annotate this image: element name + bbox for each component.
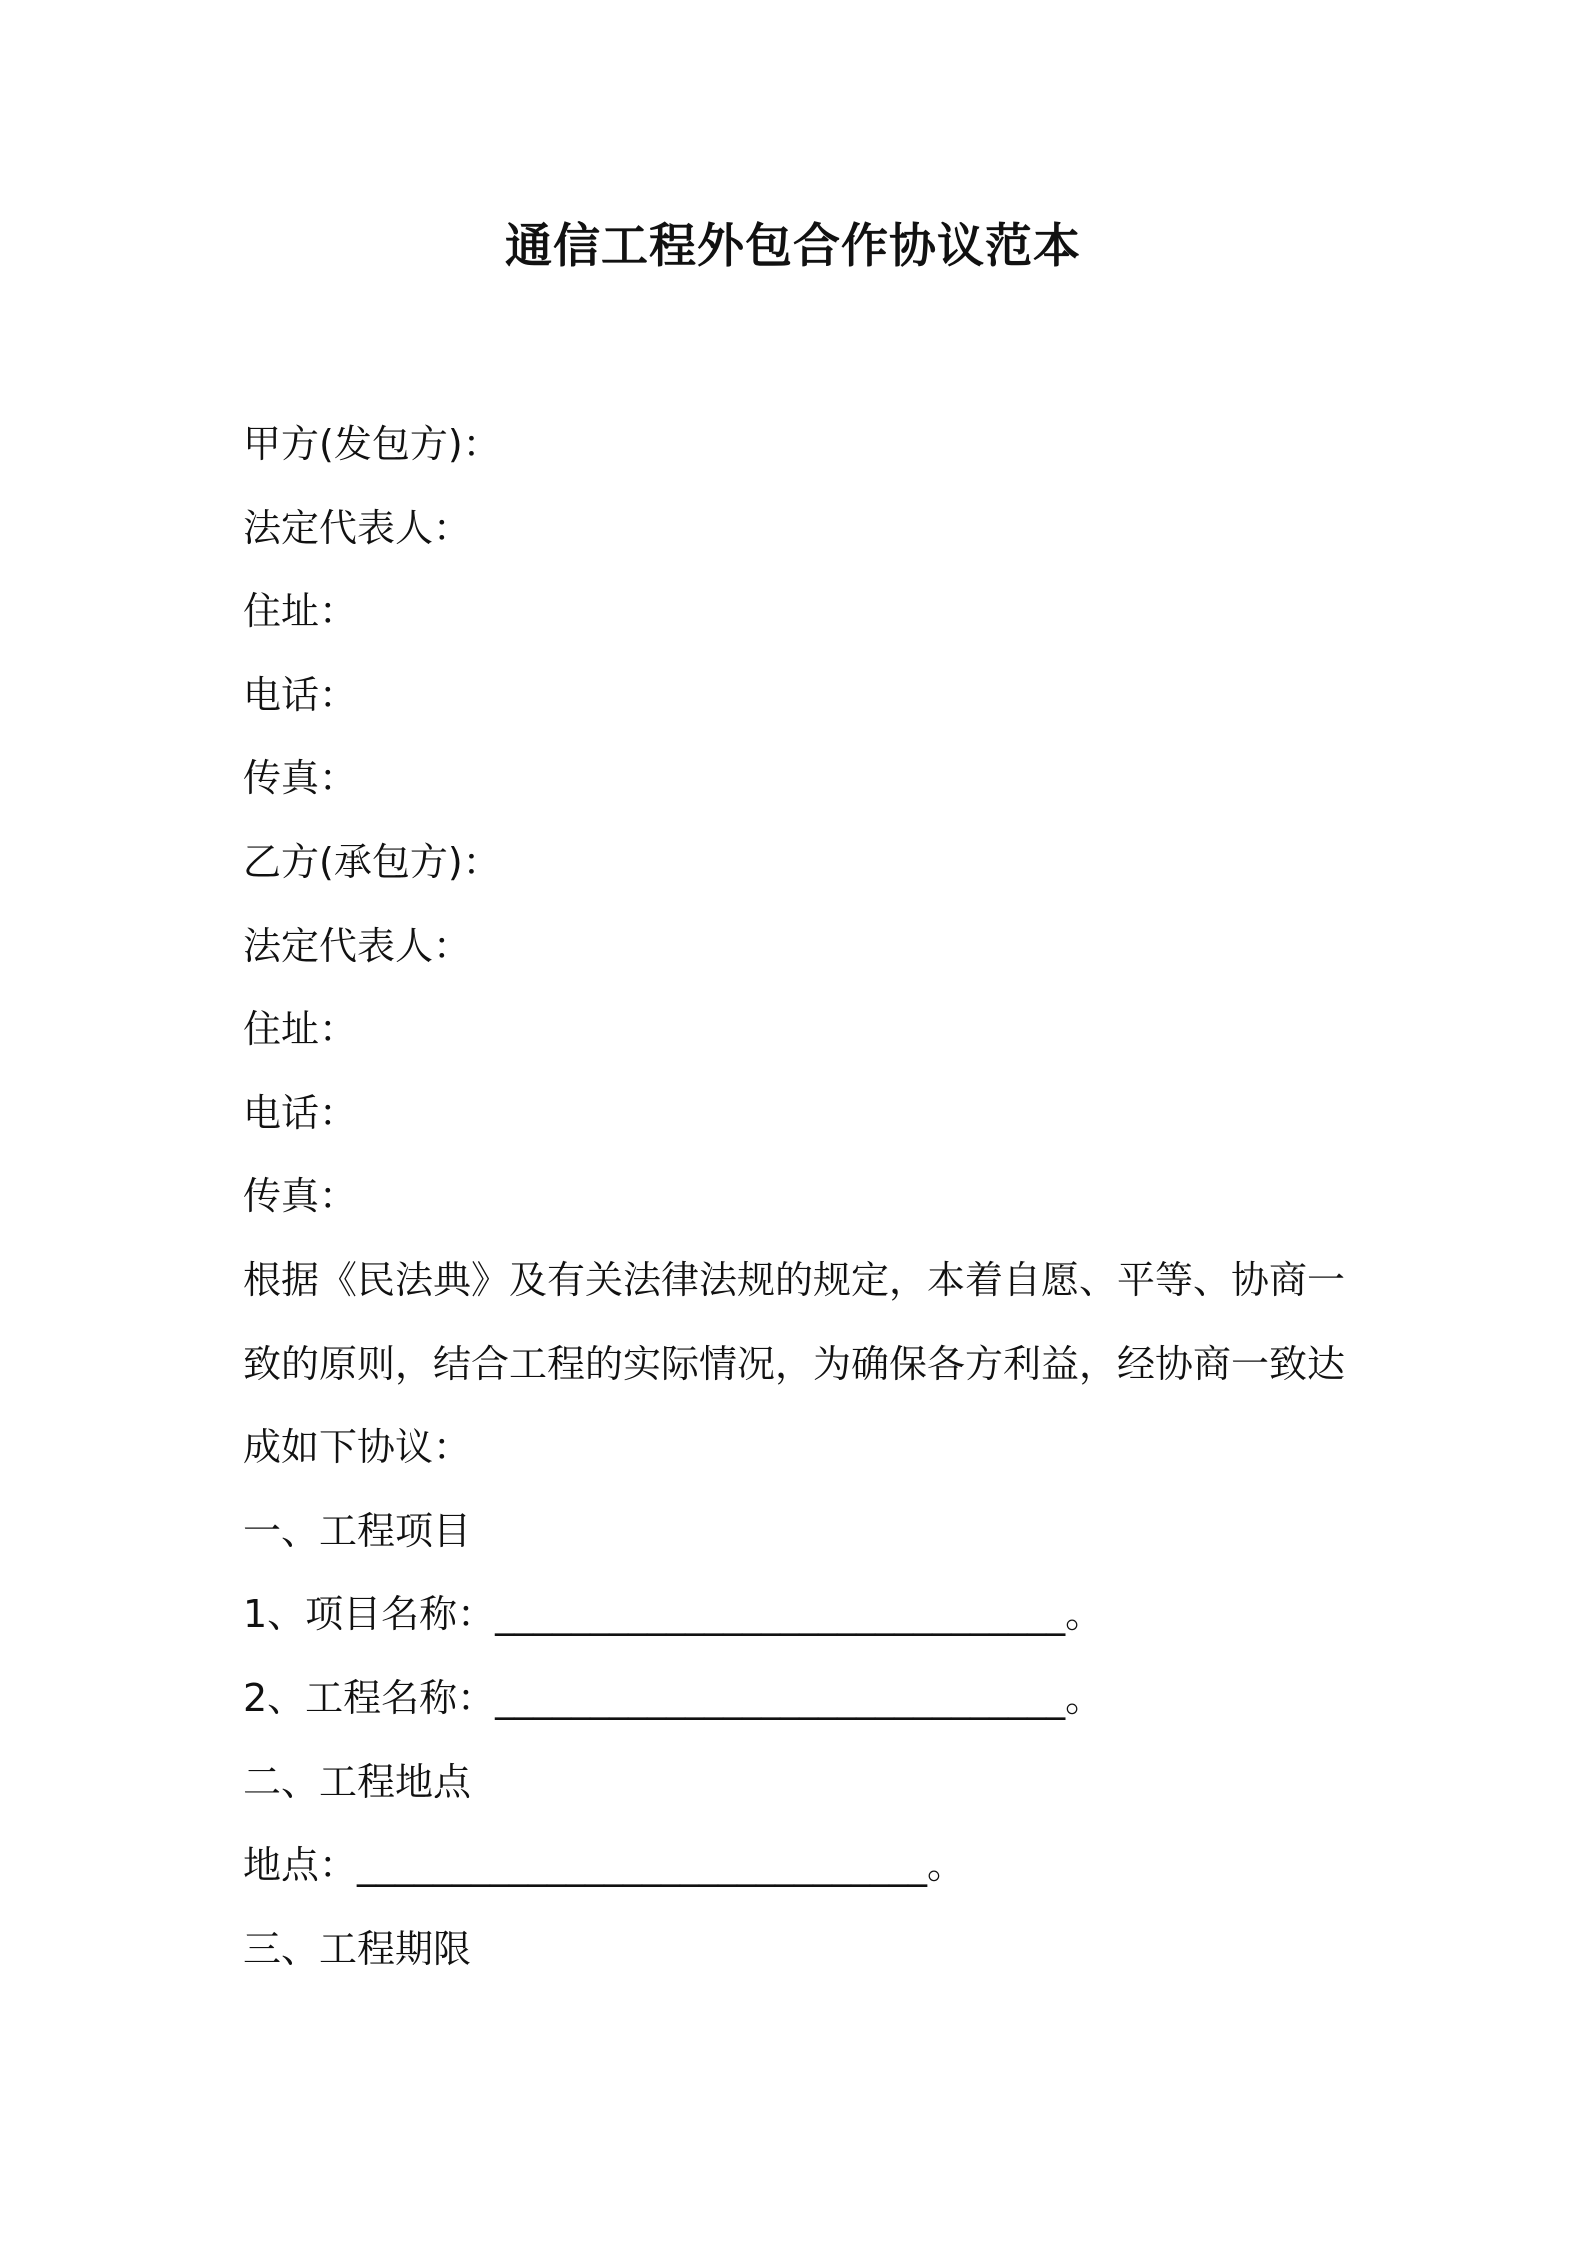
party-b-label: 乙方(承包方)： [243,839,501,884]
party-b-phone-label: 电话： [243,1090,358,1135]
document-title: 通信工程外包合作协议范本 [505,219,1081,274]
party-a-address-label: 住址： [243,589,358,634]
section-heading-project: 一、工程项目 [243,1508,472,1553]
party-b-legal-rep-label: 法定代表人： [243,923,472,968]
party-a-label: 甲方(发包方)： [243,422,501,466]
project-name-line: 1、项目名称：______________________________。 [243,1592,1104,1637]
party-b-fax-label: 传真： [243,1174,358,1219]
location-line: 地点：______________________________。 [243,1843,966,1888]
party-a-fax-label: 传真： [243,756,358,801]
party-b-address-label: 住址： [243,1007,358,1052]
section-heading-duration: 三、工程期限 [243,1926,472,1971]
intro-paragraph: 根据《民法典》及有关法律法规的规定，本着自愿、平等、协商一致的原则，结合工程的实际情况，为确保各方利益，经协商一致达成如下协议： [243,1257,1346,1470]
engineering-name-line: 2、工程名称：______________________________。 [243,1675,1104,1720]
section-heading-location: 二、工程地点 [243,1759,472,1804]
document-body [243,403,1363,1991]
party-a-legal-rep-label: 法定代表人： [243,505,472,550]
party-a-phone-label: 电话： [243,672,358,717]
